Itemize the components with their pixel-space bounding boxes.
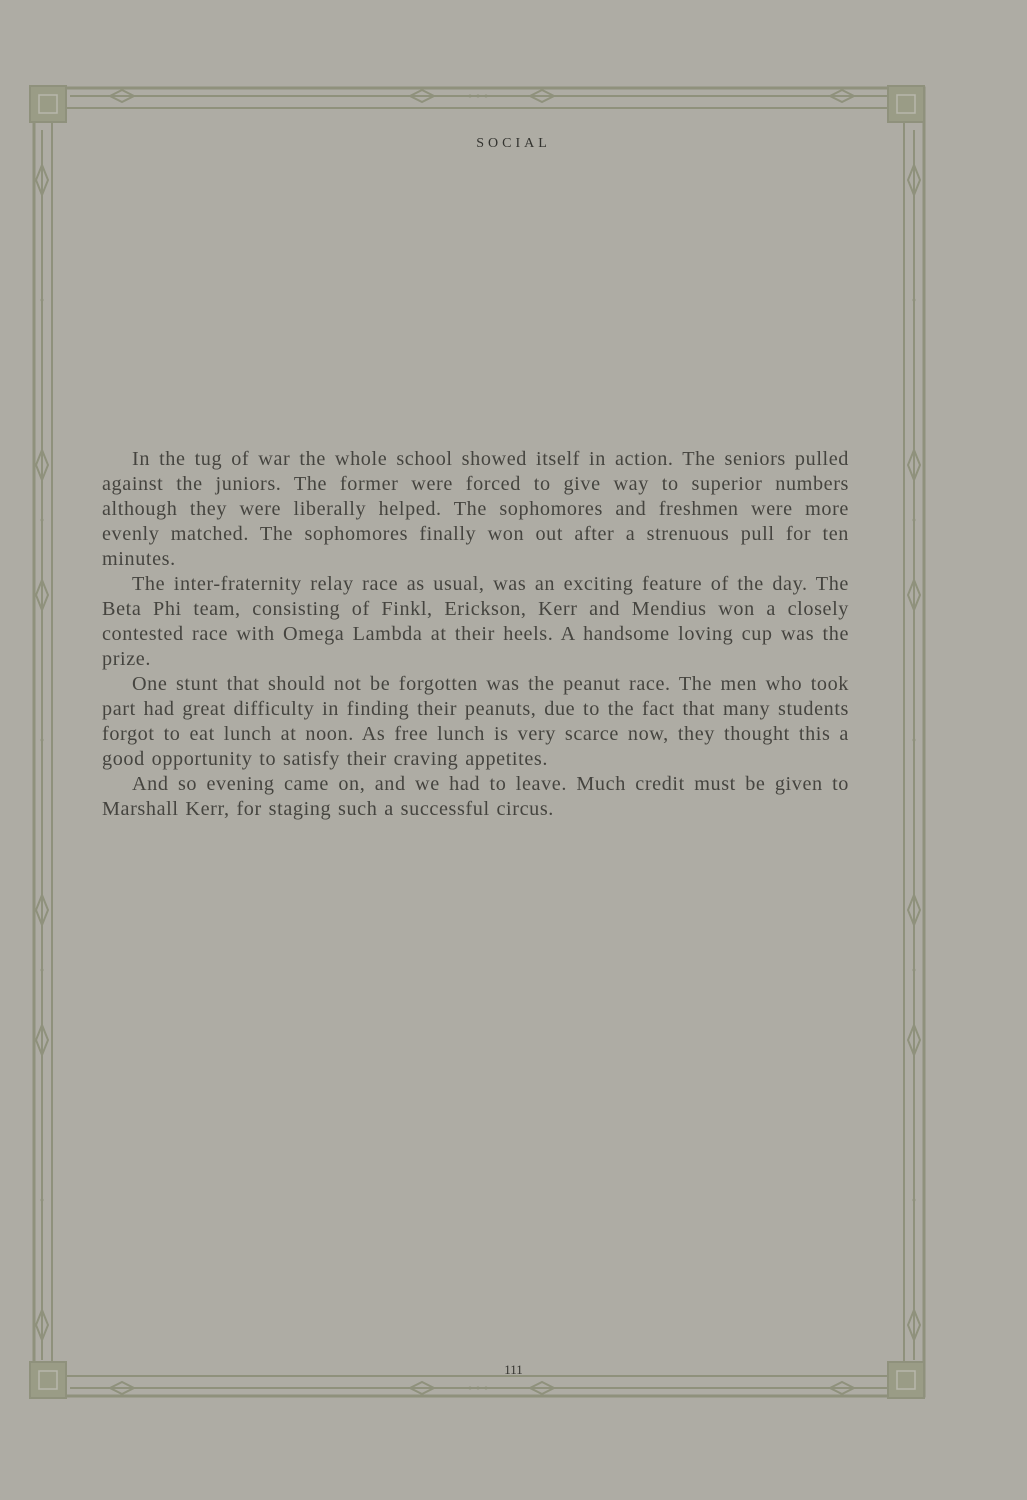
page-header: SOCIAL <box>476 136 551 151</box>
paragraph-peanut-race: One stunt that should not be forgotten was the peanut race. The men who took part had great difficulty in finding their peanuts, due to the fact that many students forgot to eat lunch at noon. As free lunch is very scarce now, they thought this a good opportunity to satisfy their craving appetites. <box>102 673 849 770</box>
paragraph-closing: And so evening came on, and we had to leave. Much credit must be given to Marshall Kerr, for staging such a successful circus. <box>102 773 849 820</box>
paragraph-relay-race: The inter-fraternity relay race as usual, was an exciting feature of the day. The Beta Phi team, consisting of Finkl, Erickson, Kerr and Mendius won a closely contested race with Omega Lambda at their heels. A handsome loving cup was the prize. <box>102 573 849 670</box>
article-body <box>102 447 849 822</box>
paragraph-tug-of-war: In the tug of war the whole school showed itself in action. The seniors pulled against the juniors. The former were forced to give way to superior numbers although they were liberally helped. The sophomores and freshmen were more evenly matched. The sophomores finally won out after a strenuous pull for ten minutes. <box>102 448 849 570</box>
page-number: 111 <box>504 1362 523 1377</box>
